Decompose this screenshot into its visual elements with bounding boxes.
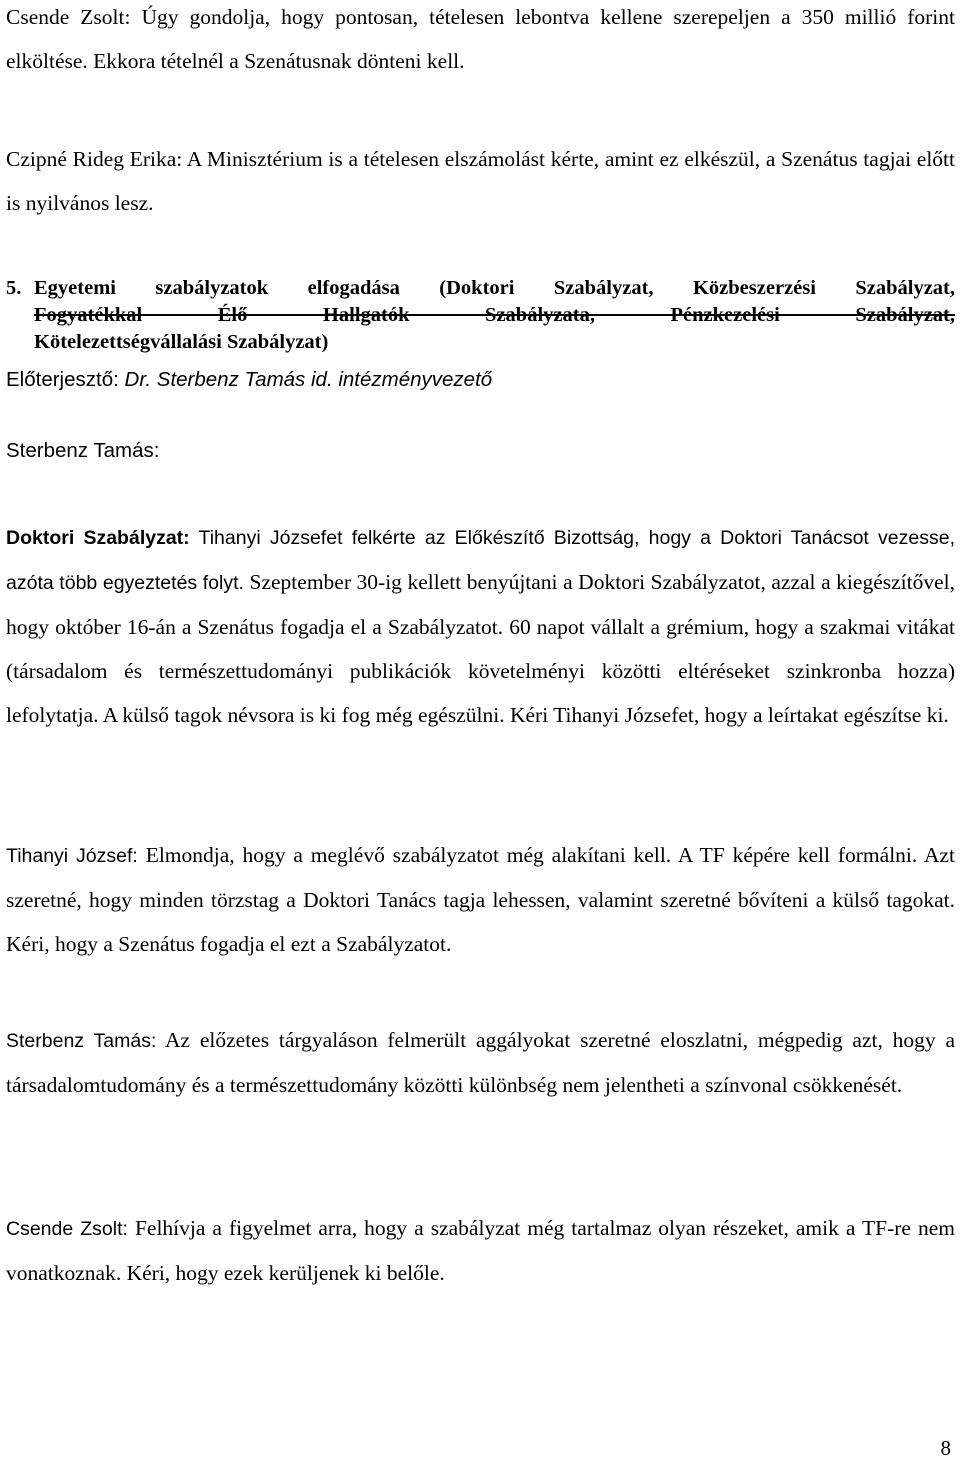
agenda-item-heading — [6, 275, 955, 356]
paragraph-text: Czipné Rideg Erika: A Minisztérium is a tételesen elszámolást kérte, amint ez elkészül, a Szenátus tagjai előtt is nyilvános lesz. — [6, 147, 955, 215]
agenda-number: 5. — [6, 277, 22, 299]
speaker-csende-2: Csende Zsolt: — [6, 1218, 128, 1240]
paragraph-tihanyi — [6, 833, 955, 966]
paragraph-csende-1 — [6, 0, 955, 83]
heading-line-2 — [6, 302, 955, 329]
heading-text-1: Egyetemi szabályzatok elfogadása (Doktori Szabályzat, Közbeszerzési Szabályzat, — [34, 277, 955, 299]
paragraph-sterbenz-2 — [6, 1018, 955, 1107]
presenter-line — [6, 366, 492, 394]
doktori-text-sans: Tihanyi Józsefet felkérte az Előkészítő Bizottság, hogy a Doktori Tanácsot vezesse, azóta több egyeztetés folyt. — [6, 527, 956, 594]
paragraph-doktori — [6, 515, 955, 737]
paragraph-text: Csende Zsolt: Úgy gondolja, hogy pontosan, tételesen lebontva kellene szerepeljen a 350 millió forint elköltése. Ekkora tételnél a Szenátusnak dönteni kell. — [6, 5, 955, 73]
speaker-sterbenz: Sterbenz Tamás: — [6, 439, 160, 462]
heading-line-1 — [6, 275, 955, 302]
presenter-value: Dr. Sterbenz Tamás id. intézményvezető — [124, 368, 493, 391]
document-page — [6, 0, 955, 1464]
tihanyi-text: Elmondja, hogy a meglévő szabályzatot még alakítani kell. A TF képére kell formálni. Azt szeretné, hogy minden törzstag a Doktori Tanács tagja lehessen, valamint szeretné bővíteni a külső tagokat. Kéri, hogy a Szenátus fogadja el ezt a Szabályzatot. — [6, 843, 955, 956]
csende2-text: Felhívja a figyelmet arra, hogy a szabályzat még tartalmaz olyan részeket, amik a TF-re nem vonatkoznak. Kéri, hogy ezek kerüljenek ki belőle. — [6, 1216, 955, 1285]
speaker-tihanyi: Tihanyi József: — [6, 845, 138, 867]
speaker-sterbenz-2: Sterbenz Tamás: — [6, 1030, 157, 1052]
sterbenz2-text: Az előzetes tárgyaláson felmerült aggályokat szeretné eloszlatni, mégpedig azt, hogy a társadalomtudomány és a természettudomány közötti különbség nem jelentheti a színvonal csökkenését. — [6, 1028, 955, 1097]
paragraph-csende-2 — [6, 1206, 955, 1295]
doktori-text-serif: Szeptember 30-ig kellett benyújtani a Doktori Szabályzatot, azzal a kiegészítővel, hogy október 16-án a Szenátus fogadja el a Szabályzatot. 60 napot vállalt a grémium, hogy a szakmai vitákat (társadalom és természettudományi publikációk követelményi közötti eltéréseket szinkronba hozza) lefolytatja. A külső tagok névsora is ki fog még egészülni. Kéri Tihanyi Józsefet, hogy a leírtakat egészítse ki. — [6, 570, 955, 727]
page-number: 8 — [940, 1436, 951, 1460]
heading-line-3 — [6, 329, 955, 356]
paragraph-czipne — [6, 137, 955, 225]
doktori-label: Doktori Szabályzat: — [6, 527, 190, 549]
heading-text-2: Fogyatékkal Élő Hallgatók Szabályzata, Pénzkezelési Szabályzat, — [34, 304, 955, 326]
heading-text-3: Kötelezettségvállalási Szabályzat) — [34, 331, 329, 353]
presenter-label: Előterjesztő: — [6, 368, 119, 391]
